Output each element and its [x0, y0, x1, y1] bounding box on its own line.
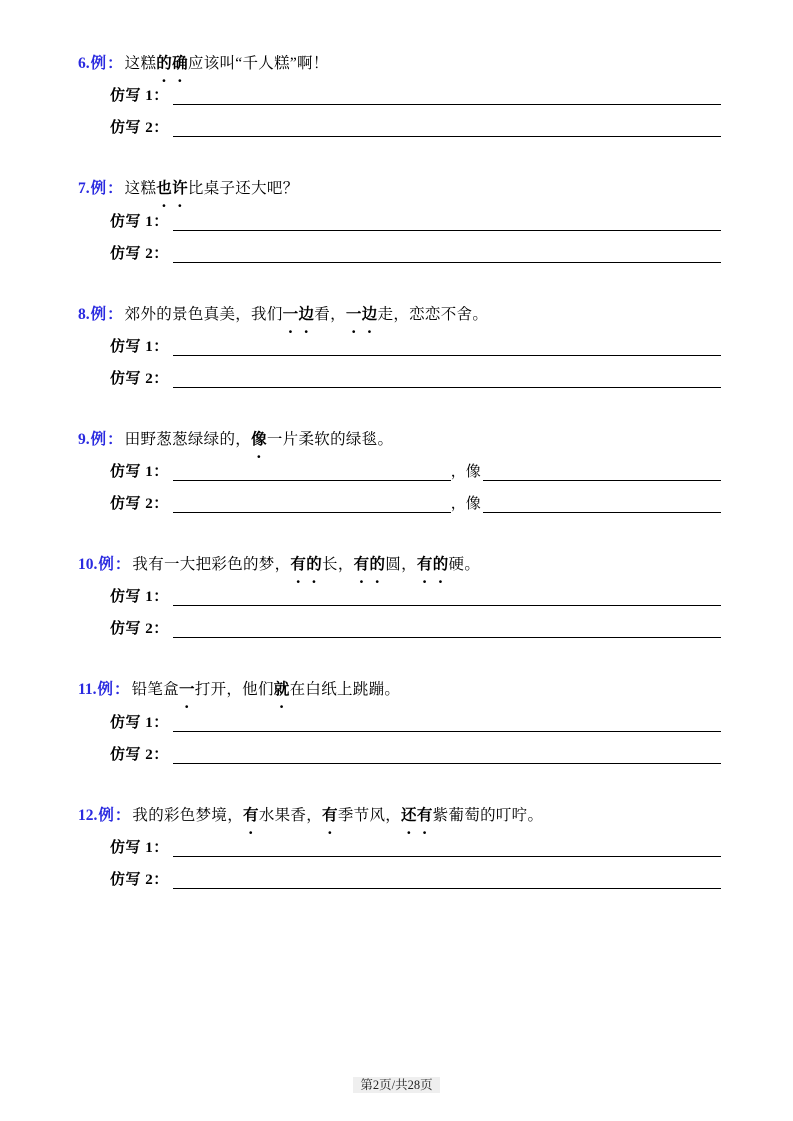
exercise-item — [72, 428, 721, 545]
example-sentence — [72, 52, 721, 75]
answer-label: 仿写 1： — [110, 464, 169, 480]
spacer — [72, 903, 721, 921]
example-colon: ： — [107, 430, 123, 448]
emphasis-char: 的 — [369, 556, 386, 573]
answer-label: 仿写 2： — [110, 746, 169, 763]
example-colon: ： — [114, 806, 131, 824]
spacer — [72, 778, 721, 796]
emphasis-char: 一 — [178, 681, 195, 699]
emphasis-char: 就 — [273, 681, 290, 699]
emphasis-char: 边 — [298, 305, 315, 323]
exercise-item — [72, 303, 721, 420]
answer-row — [72, 370, 721, 388]
plain-text: 一片柔软的绿毯。 — [266, 430, 394, 448]
plain-text: 走，恋恋不舍。 — [377, 305, 489, 323]
page-number-label: 第2页/共28页 — [353, 1077, 439, 1093]
answer-blank[interactable] — [173, 370, 721, 388]
answer-connector: ，像 — [450, 464, 481, 480]
example-text — [125, 303, 488, 326]
exercise-item — [72, 804, 721, 921]
example-colon: ： — [107, 180, 123, 198]
emphasis-char: 一 — [345, 305, 362, 323]
emphasis-char: 有 — [416, 556, 433, 573]
answer-row — [72, 213, 721, 231]
example-colon: ： — [114, 556, 131, 573]
item-number: 11. — [78, 681, 97, 699]
emphasis-char: 边 — [361, 305, 378, 323]
plain-text: 水果香， — [258, 806, 323, 824]
answer-blank[interactable] — [173, 620, 721, 638]
answer-label: 仿写 2： — [110, 245, 169, 262]
plain-text: 季节风， — [337, 806, 402, 824]
example-colon: ： — [107, 305, 123, 323]
answer-row — [72, 463, 721, 481]
example-label: 例 — [98, 556, 114, 573]
emphasis-char: 像 — [251, 430, 267, 448]
exercise-item — [72, 177, 721, 294]
plain-text: 圆， — [385, 556, 417, 573]
example-label: 例 — [90, 430, 107, 448]
example-text — [125, 428, 394, 451]
spacer — [72, 652, 721, 670]
answer-blank[interactable] — [173, 495, 451, 513]
example-sentence — [72, 553, 721, 576]
answer-label: 仿写 2： — [110, 621, 169, 638]
answer-row — [72, 87, 721, 105]
example-sentence — [72, 428, 721, 451]
answer-blank[interactable] — [173, 746, 721, 764]
item-number: 9. — [78, 430, 90, 448]
plain-text: 我的彩色梦境， — [132, 806, 244, 824]
emphasis-char: 也 — [156, 180, 173, 198]
spacer — [72, 277, 721, 295]
answer-row — [72, 495, 721, 513]
example-text — [132, 804, 543, 827]
example-sentence — [72, 804, 721, 827]
answer-blank[interactable] — [173, 87, 721, 105]
answer-connector: ，像 — [450, 496, 481, 512]
exercise-item — [72, 553, 721, 670]
example-sentence — [72, 678, 721, 701]
answer-blank[interactable] — [173, 714, 721, 732]
item-number: 10. — [78, 556, 98, 573]
example-sentence — [72, 303, 721, 326]
plain-text: 紫葡萄的叮咛。 — [432, 806, 544, 824]
plain-text: 硬。 — [448, 556, 481, 573]
emphasis-char: 有 — [416, 806, 433, 824]
spacer — [72, 527, 721, 545]
plain-text: 铅笔盒 — [131, 681, 179, 699]
spacer — [72, 151, 721, 169]
emphasis-char: 还 — [401, 806, 417, 824]
spacer — [72, 402, 721, 420]
item-number: 7. — [78, 180, 90, 198]
answer-blank[interactable] — [173, 839, 721, 857]
emphasis-char: 的 — [156, 55, 173, 72]
answer-label: 仿写 1： — [110, 839, 169, 856]
answer-row — [72, 839, 721, 857]
answer-blank[interactable] — [483, 463, 721, 481]
plain-text: 田野葱葱绿绿的， — [124, 430, 252, 448]
example-text — [125, 52, 329, 75]
plain-text: 这糕 — [124, 180, 157, 198]
answer-blank[interactable] — [173, 119, 721, 137]
example-text — [132, 553, 480, 576]
example-text — [125, 177, 299, 200]
exercise-item — [72, 678, 721, 795]
plain-text: 比桌子还大吧？ — [187, 180, 299, 198]
plain-text: 长， — [322, 556, 354, 573]
example-colon: ： — [107, 55, 123, 72]
exercise-list — [72, 52, 721, 921]
answer-blank[interactable] — [483, 495, 721, 513]
answer-label: 仿写 1： — [110, 714, 169, 731]
answer-blank[interactable] — [173, 871, 721, 889]
answer-row — [72, 245, 721, 263]
page-footer — [0, 1075, 793, 1093]
answer-blank[interactable] — [173, 588, 721, 606]
emphasis-char: 有 — [322, 806, 338, 824]
emphasis-char: 有 — [243, 806, 259, 824]
item-number: 12. — [78, 806, 98, 824]
answer-label: 仿写 1： — [110, 213, 169, 230]
answer-row — [72, 714, 721, 732]
answer-blank[interactable] — [173, 463, 451, 481]
plain-text: 我有一大把彩色的梦， — [132, 556, 291, 573]
example-label: 例 — [90, 305, 107, 323]
answer-row — [72, 119, 721, 137]
plain-text: 在白纸上跳蹦。 — [289, 681, 401, 699]
answer-row — [72, 871, 721, 889]
plain-text: 看， — [314, 305, 346, 323]
emphasis-char: 确 — [172, 55, 188, 72]
answer-label: 仿写 1： — [110, 589, 169, 606]
answer-label: 仿写 2： — [110, 496, 169, 512]
item-number: 8. — [78, 305, 90, 323]
example-label: 例 — [90, 55, 107, 72]
answer-blank[interactable] — [173, 245, 721, 263]
answer-label: 仿写 2： — [110, 370, 169, 387]
answer-row — [72, 620, 721, 638]
answer-label: 仿写 1： — [110, 88, 169, 105]
emphasis-char: 许 — [172, 180, 188, 198]
answer-label: 仿写 2： — [110, 120, 169, 137]
example-colon: ： — [114, 681, 130, 699]
example-text — [132, 678, 401, 701]
answer-row — [72, 338, 721, 356]
plain-text: 郊外的景色真美，我们 — [124, 305, 283, 323]
example-sentence — [72, 177, 721, 200]
emphasis-char: 的 — [432, 556, 449, 573]
exercise-item — [72, 52, 721, 169]
example-label: 例 — [97, 681, 114, 699]
answer-blank[interactable] — [173, 213, 721, 231]
answer-row — [72, 746, 721, 764]
emphasis-char: 一 — [282, 305, 299, 323]
emphasis-char: 的 — [306, 556, 323, 573]
answer-label: 仿写 2： — [110, 871, 169, 888]
answer-label: 仿写 1： — [110, 338, 169, 355]
emphasis-char: 有 — [290, 556, 307, 573]
item-number: 6. — [78, 55, 90, 72]
plain-text: 打开，他们 — [194, 681, 274, 699]
example-label: 例 — [98, 806, 114, 824]
answer-row — [72, 588, 721, 606]
emphasis-char: 有 — [353, 556, 370, 573]
example-label: 例 — [90, 180, 107, 198]
plain-text: 应该叫“千人糕”啊！ — [187, 55, 329, 72]
answer-blank[interactable] — [173, 338, 721, 356]
plain-text: 这糕 — [124, 55, 157, 72]
